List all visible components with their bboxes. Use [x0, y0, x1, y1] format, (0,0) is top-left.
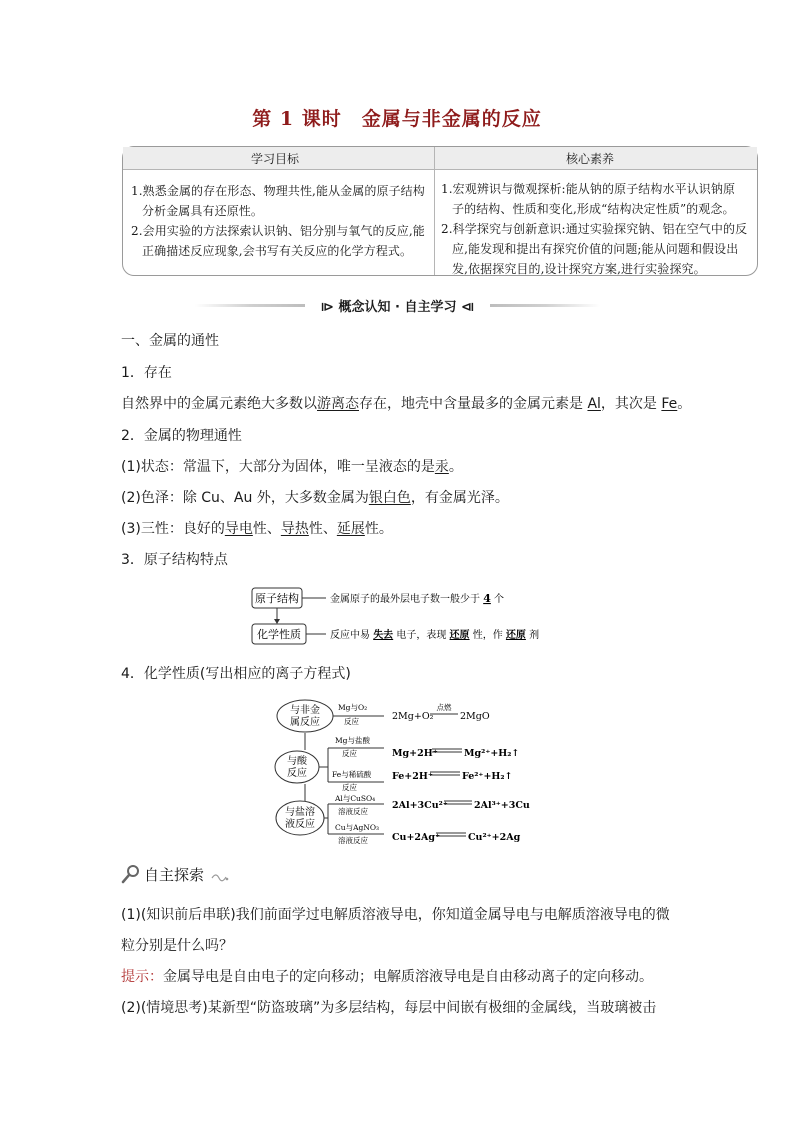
literacy-1-line-2: 子的结构、性质和变化,形成“结构决定性质”的观念。 — [452, 202, 735, 216]
reaction-al-cuso4: Al与CuSO₄ — [335, 794, 376, 803]
answer-lose: 失去 — [373, 630, 394, 641]
hint-label: 提示： — [121, 969, 163, 985]
answer-free-state: 游离态 — [317, 396, 359, 412]
literacy-1-line-1: 1.宏观辨识与微观探析:能从钠的原子结构水平认识钠原 — [441, 182, 736, 196]
goal-1-line-1: 1.熟悉金属的存在形态、物理共性,能从金属的原子结构 — [131, 184, 425, 198]
literacy-2-line-1: 2.科学探究与创新意识:通过实验探究钠、铝在空气中的反 — [441, 222, 748, 236]
text-span: (3)三性：良好的 — [121, 521, 225, 537]
text-span: 自然界中的金属元素绝大多数以 — [121, 396, 317, 412]
reaction-mg-o2: Mg与O₂ — [338, 703, 368, 712]
text-span: 。 — [448, 459, 463, 475]
condition-ignite: 点燃 — [436, 703, 452, 712]
answer-mercury: 汞 — [434, 459, 449, 475]
banner-text: ⧐ 概念认知 · 自主学习 ⧏ — [320, 300, 475, 315]
goal-1-line-2: 分析金属具有还原性。 — [142, 204, 264, 218]
text-span: (2)色泽：除 Cu、Au 外，大多数金属为 — [121, 490, 369, 506]
paragraph-three-properties — [121, 520, 393, 538]
text-span: 。 — [677, 396, 692, 412]
text-span: 个 — [490, 594, 505, 605]
core-literacy-list — [441, 179, 753, 279]
text-span: 性、 — [308, 521, 337, 537]
goal-2-line-2: 正确描述反应现象,会书写有关反应的化学方程式。 — [142, 244, 413, 258]
objectives-divider — [434, 147, 435, 275]
subheading-physical: 2．金属的物理通性 — [121, 428, 242, 444]
reaction-fe-h2so4-label: 反应 — [342, 783, 357, 792]
answer-al: Al — [587, 396, 601, 412]
goal-2-line-1: 2.会用实验的方法探索认识钠、铝分别与氧气的反应,能 — [131, 224, 425, 238]
reaction-mg-hcl: Mg与盐酸 — [335, 736, 370, 745]
chemical-note — [330, 628, 539, 641]
question-2-line-1: (2)(情境思考)某新型“防盗玻璃”为多层结构，每层中间嵌有极细的金属线，当玻璃被击 — [121, 1000, 657, 1016]
subheading-chemical: 4．化学性质(写出相应的离子方程式) — [121, 666, 351, 682]
learning-goals-header: 学习目标 — [251, 152, 300, 166]
paragraph-existence — [121, 395, 691, 413]
answer-reducing: 还原 — [449, 630, 470, 641]
text-span: ，其次是 — [600, 396, 662, 412]
learning-goals-list — [131, 181, 431, 261]
explore-heading: 自主探索 — [144, 866, 205, 884]
reaction-mg-hcl-label: 反应 — [342, 749, 357, 758]
chemical-properties-diagram — [272, 694, 530, 846]
equation-4-left: 2Al+3Cu²⁺ — [392, 800, 448, 811]
section-banner — [195, 297, 600, 313]
reaction-al-cuso4-label: 溶液反应 — [338, 807, 368, 816]
node-salt-line2: 液反应 — [285, 819, 315, 830]
equation-5-left: Cu+2Ag⁺ — [392, 832, 441, 843]
text-span: 金属原子的最外层电子数一般少于 — [330, 594, 484, 605]
atomic-note — [330, 592, 504, 605]
node-acid-line2: 反应 — [287, 768, 307, 779]
answer-reducing-agent: 还原 — [505, 630, 526, 641]
text-span: 存在，地壳中含量最多的金属元素是 — [359, 396, 588, 412]
node-acid-line1: 与酸 — [287, 756, 307, 767]
reaction-cu-agno3: Cu与AgNO₃ — [335, 823, 380, 832]
text-span: 剂 — [525, 630, 540, 641]
text-span: 性，作 — [469, 630, 506, 641]
equation-2-right: Mg²⁺+H₂↑ — [464, 748, 520, 759]
text-span: (1)状态：常温下，大部分为固体，唯一呈液态的是 — [121, 459, 435, 475]
atomic-structure-diagram — [240, 584, 570, 650]
answer-thermal: 导热 — [280, 521, 309, 537]
node-nonmetal-line1: 与非金 — [290, 705, 320, 716]
box-atomic-structure-label: 原子结构 — [255, 592, 299, 605]
answer-fe: Fe — [661, 396, 678, 412]
answer-four: 4 — [483, 592, 491, 605]
paragraph-color — [121, 489, 509, 507]
answer-ductile: 延展 — [336, 521, 365, 537]
equation-3-left: Fe+2H⁺ — [392, 771, 433, 782]
equation-1-left: 2Mg+O₂ — [392, 711, 434, 722]
reaction-mg-o2-label: 反应 — [344, 717, 359, 726]
subheading-atomic: 3．原子结构特点 — [121, 552, 228, 568]
equation-3-right: Fe²⁺+H₂↑ — [462, 771, 513, 782]
equation-5-right: Cu²⁺+2Ag — [468, 832, 521, 843]
reaction-fe-h2so4: Fe与稀硫酸 — [332, 770, 372, 779]
arrow-down-head — [274, 619, 280, 624]
literacy-2-line-2: 应,能发现和提出有探究价值的问题;能从问题和假设出 — [452, 242, 739, 256]
box-chemical-property-label: 化学性质 — [257, 628, 301, 641]
core-literacy-header: 核心素养 — [566, 152, 615, 166]
answer-silver-white: 银白色 — [368, 490, 411, 506]
page-title: 第 1 课时 金属与非金属的反应 — [252, 108, 542, 130]
text-span: ，有金属光泽。 — [410, 490, 509, 506]
text-span: 性。 — [364, 521, 393, 537]
reaction-cu-agno3-label: 溶液反应 — [338, 836, 368, 845]
equation-4-right: 2Al³⁺+3Cu — [474, 800, 530, 811]
magnifier-icon — [121, 864, 141, 884]
node-salt-line1: 与盐溶 — [285, 807, 315, 818]
equation-2-left: Mg+2H⁺ — [392, 748, 438, 759]
text-span: 性、 — [252, 521, 281, 537]
hint-line — [121, 968, 653, 986]
text-span: 电子，表现 — [393, 630, 450, 641]
objectives-header — [123, 147, 757, 170]
question-1-line-2: 粒分别是什么吗？ — [121, 938, 233, 954]
decor-scribble-icon — [210, 868, 230, 884]
equation-1-right: 2MgO — [460, 711, 490, 722]
subheading-existence: 1．存在 — [121, 365, 172, 381]
literacy-2-line-3: 发,依据探究目的,设计探究方案,进行实验探究。 — [452, 262, 706, 276]
hint-text: 金属导电是自由电子的定向移动；电解质溶液导电是自由移动离子的定向移动。 — [163, 969, 653, 985]
answer-conductive: 导电 — [224, 521, 253, 537]
node-nonmetal-line2: 属反应 — [290, 717, 320, 728]
question-1-line-1: (1)(知识前后串联)我们前面学过电解质溶液导电，你知道金属导电与电解质溶液导电的微 — [121, 907, 670, 923]
text-span: 反应中易 — [330, 630, 374, 641]
section-heading: 一、金属的通性 — [121, 333, 219, 349]
paragraph-state — [121, 458, 463, 476]
objectives-table — [122, 146, 758, 276]
